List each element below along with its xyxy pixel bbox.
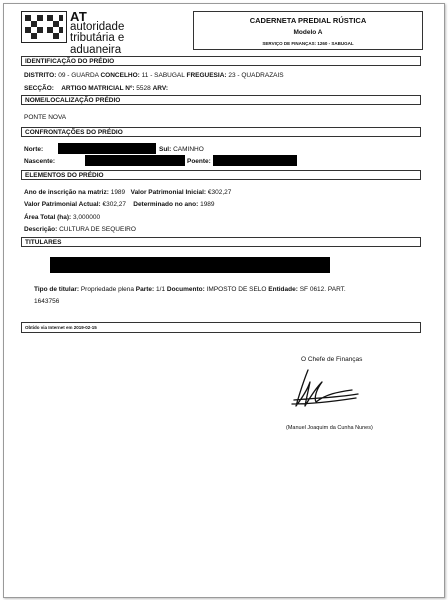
document-page [3,3,445,598]
distrito-value: 09 - GUARDA [58,72,99,79]
tax-service: SERVIÇO DE FINANÇAS: 1260 - SABUGAL [262,41,354,46]
arv-label: ARV: [152,85,168,92]
det-value: 1989 [200,201,215,208]
freguesia-value: 23 - QUADRAZAIS [228,72,284,79]
entidade-value: SF 0612. PART. [299,286,346,293]
doc-label: Documento: [166,286,205,293]
seccao-row [24,85,168,92]
section-confrontacoes: CONFRONTAÇÕES DO PRÉDIO [21,127,421,137]
section-elementos: ELEMENTOS DO PRÉDIO [21,170,421,180]
artigo-value: 5528 [136,85,151,92]
ano-row [24,189,231,196]
obtained-date: Obtido via Internet em 2019-02-15 [21,322,421,333]
section-titulares: TITULARES [21,237,421,247]
tipo-value: Propriedade plena [80,286,134,293]
ano-value: 1989 [110,189,126,196]
titular-row [34,286,346,293]
area-label: Área Total (ha): [24,214,72,221]
seccao-label: SECÇÃO: [24,85,54,92]
document-model: Modelo A [293,29,323,36]
doc-value: IMPOSTO DE SELO [206,286,267,293]
area-value: 3,000000 [73,214,101,221]
document-title: CADERNETA PREDIAL RÚSTICA [249,16,367,25]
det-label: Determinado no ano: [133,201,199,208]
area-row [24,214,100,221]
signature-title: O Chefe de Finanças [301,356,363,363]
vpa-row [24,201,215,208]
nascente-label: Nascente: [24,158,56,165]
vpa-label: Valor Patrimonial Actual: [24,201,101,208]
vpi-value: €302,27 [207,189,232,196]
signature-image [286,368,362,412]
section-identificacao: IDENTIFICAÇÃO DO PRÉDIO [21,56,421,66]
location-row [24,72,284,79]
desc-row [24,226,136,233]
norte-label: Norte: [24,146,44,153]
entidade-label: Entidade: [268,286,298,293]
redaction-titular [50,257,330,273]
parte-value: 1/1 [156,286,166,293]
sul-label: Sul: [159,146,172,153]
redaction-norte [58,143,156,154]
poente-label: Poente: [187,158,211,165]
distrito-label: DISTRITO: [24,72,57,79]
document-header [193,11,423,50]
vpa-value: €302,27 [102,201,127,208]
redaction-poente [213,155,297,166]
sul-value: CAMINHO [173,146,204,153]
sul-row [159,146,204,153]
desc-value: CULTURA DE SEQUEIRO [59,226,136,233]
concelho-value: 11 - SABUGAL [141,72,185,79]
coat-of-arms-icon [21,11,67,43]
logo-line2: tributária e aduaneira [70,32,125,56]
tipo-label: Tipo de titular: [34,286,80,293]
ano-label: Ano de inscrição na matriz: [24,189,109,196]
section-nome: NOME/LOCALIZAÇÃO PRÉDIO [21,95,421,105]
logo-line1: autoridade [70,21,125,33]
signatory-name: (Manuel Joaquim da Cunha Nunes) [286,425,373,431]
nome-value: PONTE NOVA [24,114,67,121]
concelho-label: CONCELHO: [100,72,140,79]
logo-acronym: AT [70,9,88,24]
at-logo [21,9,165,56]
entidade-value-2: 1643756 [34,298,60,305]
redaction-nascente [85,155,185,166]
vpi-label: Valor Patrimonial Inicial: [130,189,207,196]
parte-label: Parte: [135,286,155,293]
freguesia-label: FREGUESIA: [186,72,227,79]
artigo-label: ARTIGO MATRICIAL Nº: [61,85,135,92]
desc-label: Descrição: [24,226,58,233]
